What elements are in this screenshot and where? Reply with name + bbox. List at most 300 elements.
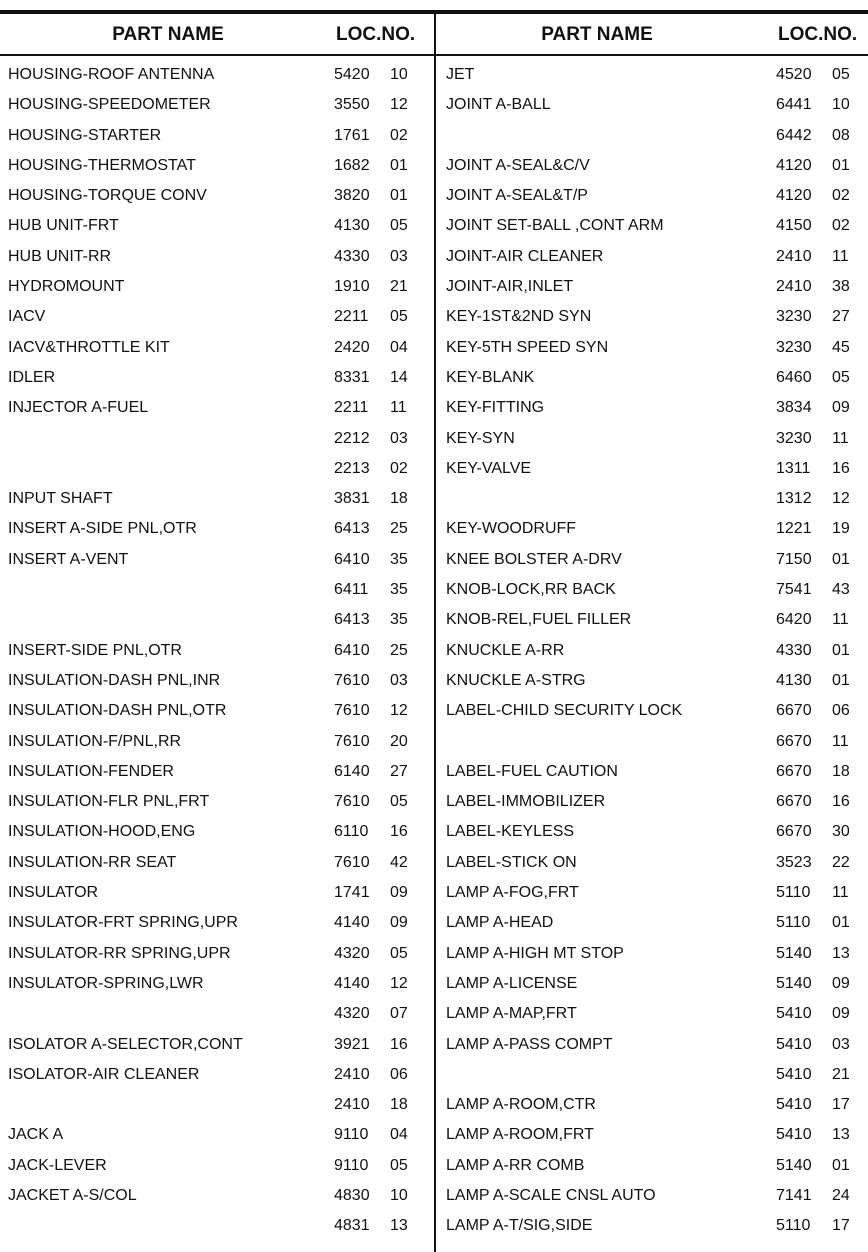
loc-code: 3921 bbox=[334, 1035, 370, 1053]
loc-number: 01 bbox=[832, 550, 850, 568]
loc-number: 09 bbox=[390, 884, 408, 902]
loc-code: 3523 bbox=[776, 853, 812, 871]
part-name: INSULATOR bbox=[8, 884, 99, 902]
loc-code: 7610 bbox=[334, 732, 370, 750]
part-row bbox=[446, 126, 862, 156]
part-name: INSERT A-SIDE PNL,OTR bbox=[8, 520, 197, 538]
loc-code: 7541 bbox=[776, 581, 812, 599]
loc-code: 2410 bbox=[776, 278, 812, 296]
right-column-header bbox=[446, 24, 862, 54]
part-name: HOUSING-ROOF ANTENNA bbox=[8, 66, 215, 83]
part-row bbox=[8, 671, 428, 701]
part-row bbox=[8, 338, 428, 368]
part-row bbox=[8, 156, 428, 186]
part-name: INPUT SHAFT bbox=[8, 490, 113, 508]
part-row bbox=[446, 610, 862, 640]
part-row bbox=[8, 944, 428, 974]
part-name: LABEL-FUEL CAUTION bbox=[446, 762, 618, 780]
part-row bbox=[446, 1035, 862, 1065]
loc-number: 13 bbox=[832, 1126, 850, 1144]
part-name: INSULATION-FENDER bbox=[8, 762, 174, 780]
part-row bbox=[8, 1156, 428, 1186]
part-row bbox=[8, 822, 428, 852]
part-row bbox=[8, 732, 428, 762]
part-name: JET bbox=[446, 66, 475, 83]
loc-number: 01 bbox=[832, 671, 850, 689]
part-row bbox=[8, 1065, 428, 1095]
loc-number: 21 bbox=[390, 278, 408, 296]
loc-code: 7150 bbox=[776, 550, 812, 568]
loc-code: 2410 bbox=[334, 1065, 370, 1083]
center-divider bbox=[434, 12, 436, 1252]
loc-code: 2212 bbox=[334, 429, 370, 447]
loc-code: 3230 bbox=[776, 308, 812, 326]
left-column-header bbox=[8, 24, 428, 54]
loc-code: 4330 bbox=[334, 247, 370, 265]
part-name: INSULATION-DASH PNL,INR bbox=[8, 671, 221, 689]
part-row bbox=[8, 65, 428, 95]
loc-number: 11 bbox=[390, 399, 407, 417]
part-name: LAMP A-HEAD bbox=[446, 914, 554, 932]
part-row bbox=[446, 1125, 862, 1155]
loc-number: 12 bbox=[390, 96, 408, 114]
part-name: HOUSING-STARTER bbox=[8, 126, 162, 144]
loc-code: 4140 bbox=[334, 974, 370, 992]
loc-number: 25 bbox=[390, 641, 408, 659]
part-name: INJECTOR A-FUEL bbox=[8, 399, 149, 417]
loc-code: 2420 bbox=[334, 338, 370, 356]
loc-number: 05 bbox=[832, 66, 850, 83]
part-name: IACV bbox=[8, 308, 46, 326]
part-row bbox=[446, 338, 862, 368]
loc-number: 05 bbox=[390, 1156, 408, 1174]
part-row bbox=[446, 489, 862, 519]
part-name: IDLER bbox=[8, 368, 56, 386]
part-row bbox=[8, 550, 428, 580]
part-row bbox=[8, 883, 428, 913]
loc-no-header: LOC.NO. bbox=[336, 24, 416, 45]
loc-code: 6411 bbox=[334, 581, 369, 599]
loc-number: 17 bbox=[832, 1217, 850, 1235]
right-parts-list bbox=[446, 65, 862, 1247]
loc-number: 08 bbox=[832, 126, 850, 144]
part-name: INSULATOR-RR SPRING,UPR bbox=[8, 944, 231, 962]
loc-code: 7610 bbox=[334, 671, 370, 689]
part-name: INSULATOR-FRT SPRING,UPR bbox=[8, 914, 238, 932]
loc-code: 1682 bbox=[334, 156, 370, 174]
loc-number: 11 bbox=[832, 732, 849, 750]
loc-code: 4130 bbox=[334, 217, 370, 235]
part-name: HOUSING-SPEEDOMETER bbox=[8, 96, 211, 114]
part-row bbox=[8, 1186, 428, 1216]
part-name: INSULATION-HOOD,ENG bbox=[8, 823, 196, 841]
loc-number: 11 bbox=[832, 611, 849, 629]
part-name: KNEE BOLSTER A-DRV bbox=[446, 550, 622, 568]
loc-number: 17 bbox=[832, 1096, 850, 1114]
loc-code: 4120 bbox=[776, 156, 812, 174]
part-row bbox=[8, 974, 428, 1004]
loc-code: 6413 bbox=[334, 520, 370, 538]
part-row bbox=[446, 1216, 862, 1246]
loc-number: 02 bbox=[390, 459, 408, 477]
loc-code: 6110 bbox=[334, 823, 369, 841]
loc-code: 4130 bbox=[776, 671, 812, 689]
part-row bbox=[446, 156, 862, 186]
part-row bbox=[8, 580, 428, 610]
loc-number: 13 bbox=[390, 1217, 408, 1235]
part-name: KNOB-LOCK,RR BACK bbox=[446, 581, 616, 599]
part-row bbox=[8, 489, 428, 519]
part-name: KEY-SYN bbox=[446, 429, 515, 447]
part-name: KEY-WOODRUFF bbox=[446, 520, 577, 538]
part-row bbox=[446, 671, 862, 701]
loc-code: 6413 bbox=[334, 611, 370, 629]
loc-code: 4320 bbox=[334, 1005, 370, 1023]
loc-number: 02 bbox=[390, 126, 408, 144]
loc-number: 01 bbox=[832, 1156, 850, 1174]
part-row bbox=[8, 126, 428, 156]
part-row bbox=[8, 429, 428, 459]
part-name: KNOB-REL,FUEL FILLER bbox=[446, 611, 632, 629]
part-name: IACV&THROTTLE KIT bbox=[8, 338, 170, 356]
loc-code: 7610 bbox=[334, 853, 370, 871]
part-row bbox=[446, 701, 862, 731]
part-row bbox=[8, 95, 428, 125]
part-name: KEY-FITTING bbox=[446, 399, 545, 417]
part-row bbox=[8, 792, 428, 822]
loc-number: 02 bbox=[832, 187, 850, 205]
part-row bbox=[8, 1035, 428, 1065]
part-row bbox=[8, 247, 428, 277]
part-row bbox=[446, 398, 862, 428]
loc-number: 30 bbox=[832, 823, 850, 841]
part-name: KEY-BLANK bbox=[446, 368, 535, 386]
part-row bbox=[8, 277, 428, 307]
loc-code: 5410 bbox=[776, 1065, 812, 1083]
loc-code: 6670 bbox=[776, 823, 812, 841]
part-row bbox=[446, 580, 862, 610]
loc-number: 09 bbox=[390, 914, 408, 932]
part-row bbox=[8, 368, 428, 398]
loc-code: 7610 bbox=[334, 793, 370, 811]
part-row bbox=[446, 1186, 862, 1216]
loc-number: 03 bbox=[390, 247, 408, 265]
part-row bbox=[8, 519, 428, 549]
part-row bbox=[8, 1216, 428, 1246]
part-name: INSULATION-FLR PNL,FRT bbox=[8, 793, 210, 811]
part-row bbox=[446, 641, 862, 671]
loc-code: 5140 bbox=[776, 1156, 812, 1174]
part-row bbox=[8, 701, 428, 731]
loc-number: 09 bbox=[832, 1005, 850, 1023]
part-row bbox=[446, 974, 862, 1004]
loc-code: 6410 bbox=[334, 550, 370, 568]
loc-number: 04 bbox=[390, 1126, 408, 1144]
part-name: KEY-1ST&2ND SYN bbox=[446, 308, 592, 326]
part-name-header: PART NAME bbox=[112, 24, 224, 45]
loc-number: 11 bbox=[832, 247, 849, 265]
loc-code: 3831 bbox=[334, 490, 370, 508]
loc-code: 6442 bbox=[776, 126, 812, 144]
part-name: INSERT-SIDE PNL,OTR bbox=[8, 641, 182, 659]
loc-number: 25 bbox=[390, 520, 408, 538]
loc-code: 4150 bbox=[776, 217, 812, 235]
part-name: KEY-5TH SPEED SYN bbox=[446, 338, 609, 356]
loc-number: 12 bbox=[390, 974, 408, 992]
loc-code: 5110 bbox=[776, 1217, 811, 1235]
part-row bbox=[446, 247, 862, 277]
part-name: JACK A bbox=[8, 1126, 64, 1144]
part-row bbox=[446, 65, 862, 95]
part-row bbox=[8, 186, 428, 216]
part-row bbox=[446, 732, 862, 762]
part-row bbox=[446, 883, 862, 913]
part-name: INSULATION-RR SEAT bbox=[8, 853, 177, 871]
part-name: HUB UNIT-RR bbox=[8, 247, 112, 265]
part-row bbox=[8, 641, 428, 671]
loc-code: 5110 bbox=[776, 914, 811, 932]
loc-number: 18 bbox=[390, 1096, 408, 1114]
part-name-header: PART NAME bbox=[541, 24, 653, 45]
loc-number: 35 bbox=[390, 581, 408, 599]
loc-number: 42 bbox=[390, 853, 408, 871]
part-row bbox=[446, 216, 862, 246]
loc-number: 16 bbox=[390, 1035, 408, 1053]
loc-number: 10 bbox=[390, 1186, 408, 1204]
loc-code: 6420 bbox=[776, 611, 812, 629]
loc-code: 9110 bbox=[334, 1126, 369, 1144]
loc-number: 06 bbox=[832, 702, 850, 720]
loc-number: 01 bbox=[832, 914, 850, 932]
part-row bbox=[8, 1004, 428, 1034]
part-name: HUB UNIT-FRT bbox=[8, 217, 119, 235]
loc-number: 07 bbox=[390, 1005, 408, 1023]
loc-number: 11 bbox=[832, 884, 849, 902]
loc-number: 10 bbox=[832, 96, 850, 114]
part-row bbox=[8, 307, 428, 337]
loc-number: 19 bbox=[832, 520, 850, 538]
part-row bbox=[8, 762, 428, 792]
loc-code: 6670 bbox=[776, 732, 812, 750]
loc-code: 1221 bbox=[776, 520, 812, 538]
part-row bbox=[446, 1004, 862, 1034]
loc-code: 6460 bbox=[776, 368, 812, 386]
loc-number: 16 bbox=[832, 459, 850, 477]
loc-code: 3230 bbox=[776, 338, 812, 356]
part-name: ISOLATOR-AIR CLEANER bbox=[8, 1065, 200, 1083]
part-name: LAMP A-T/SIG,SIDE bbox=[446, 1217, 593, 1235]
loc-code: 5420 bbox=[334, 66, 370, 83]
loc-number: 16 bbox=[390, 823, 408, 841]
loc-number: 35 bbox=[390, 611, 408, 629]
part-name: JOINT A-BALL bbox=[446, 96, 551, 114]
loc-number: 03 bbox=[390, 671, 408, 689]
loc-code: 2410 bbox=[776, 247, 812, 265]
part-name: LAMP A-HIGH MT STOP bbox=[446, 944, 624, 962]
loc-number: 05 bbox=[390, 793, 408, 811]
loc-code: 2211 bbox=[334, 308, 369, 326]
loc-number: 16 bbox=[832, 793, 850, 811]
part-row bbox=[446, 95, 862, 125]
part-name: LABEL-IMMOBILIZER bbox=[446, 793, 606, 811]
loc-code: 2410 bbox=[334, 1096, 370, 1114]
loc-code: 4831 bbox=[334, 1217, 370, 1235]
part-name: JOINT A-SEAL&T/P bbox=[446, 187, 588, 205]
part-row bbox=[446, 368, 862, 398]
loc-code: 1761 bbox=[334, 126, 370, 144]
loc-number: 45 bbox=[832, 338, 850, 356]
part-row bbox=[446, 822, 862, 852]
part-name: LAMP A-RR COMB bbox=[446, 1156, 585, 1174]
part-name: JOINT-AIR,INLET bbox=[446, 278, 574, 296]
part-name: INSULATOR-SPRING,LWR bbox=[8, 974, 204, 992]
part-name: KNUCKLE A-RR bbox=[446, 641, 565, 659]
part-name: LAMP A-ROOM,FRT bbox=[446, 1126, 594, 1144]
part-name: LAMP A-FOG,FRT bbox=[446, 884, 579, 902]
loc-code: 5410 bbox=[776, 1005, 812, 1023]
part-row bbox=[446, 1065, 862, 1095]
part-row bbox=[446, 1156, 862, 1186]
part-name: INSULATION-F/PNL,RR bbox=[8, 732, 182, 750]
loc-number: 01 bbox=[832, 641, 850, 659]
loc-code: 3834 bbox=[776, 399, 812, 417]
part-name: LABEL-CHILD SECURITY LOCK bbox=[446, 702, 683, 720]
part-row bbox=[8, 913, 428, 943]
loc-number: 18 bbox=[390, 490, 408, 508]
part-name: ISOLATOR A-SELECTOR,CONT bbox=[8, 1035, 243, 1053]
loc-number: 20 bbox=[390, 732, 408, 750]
part-row bbox=[446, 792, 862, 822]
part-name: LAMP A-SCALE CNSL AUTO bbox=[446, 1186, 656, 1204]
part-name: KEY-VALVE bbox=[446, 459, 532, 477]
loc-number: 12 bbox=[832, 490, 850, 508]
loc-number: 09 bbox=[832, 974, 850, 992]
loc-number: 10 bbox=[390, 66, 408, 83]
loc-number: 43 bbox=[832, 581, 850, 599]
loc-number: 04 bbox=[390, 338, 408, 356]
loc-code: 6441 bbox=[776, 96, 812, 114]
part-name: LAMP A-LICENSE bbox=[446, 974, 578, 992]
part-row bbox=[446, 913, 862, 943]
part-row bbox=[8, 216, 428, 246]
loc-number: 35 bbox=[390, 550, 408, 568]
loc-code: 2213 bbox=[334, 459, 370, 477]
part-row bbox=[446, 550, 862, 580]
loc-number: 12 bbox=[390, 702, 408, 720]
part-row bbox=[8, 459, 428, 489]
loc-number: 22 bbox=[832, 853, 850, 871]
loc-code: 6670 bbox=[776, 793, 812, 811]
part-row bbox=[446, 853, 862, 883]
part-row bbox=[446, 429, 862, 459]
loc-code: 1311 bbox=[776, 459, 811, 477]
loc-code: 4830 bbox=[334, 1186, 370, 1204]
loc-code: 9110 bbox=[334, 1156, 369, 1174]
loc-code: 5110 bbox=[776, 884, 811, 902]
loc-code: 1741 bbox=[334, 884, 370, 902]
part-name: LABEL-KEYLESS bbox=[446, 823, 575, 841]
loc-code: 3550 bbox=[334, 96, 370, 114]
part-row bbox=[8, 853, 428, 883]
loc-code: 4520 bbox=[776, 66, 812, 83]
loc-code: 7141 bbox=[776, 1186, 812, 1204]
loc-number: 13 bbox=[832, 944, 850, 962]
loc-number: 09 bbox=[832, 399, 850, 417]
loc-code: 6410 bbox=[334, 641, 370, 659]
part-name: HYDROMOUNT bbox=[8, 278, 125, 296]
part-name: JOINT A-SEAL&C/V bbox=[446, 156, 590, 174]
part-row bbox=[8, 1125, 428, 1155]
loc-code: 6670 bbox=[776, 702, 812, 720]
loc-number: 21 bbox=[832, 1065, 850, 1083]
loc-number: 05 bbox=[390, 217, 408, 235]
loc-code: 5140 bbox=[776, 944, 812, 962]
loc-code: 4330 bbox=[776, 641, 812, 659]
loc-code: 7610 bbox=[334, 702, 370, 720]
loc-number: 02 bbox=[832, 217, 850, 235]
part-row bbox=[446, 519, 862, 549]
loc-number: 38 bbox=[832, 278, 850, 296]
part-row bbox=[446, 1095, 862, 1125]
loc-number: 11 bbox=[832, 429, 849, 447]
part-row bbox=[446, 186, 862, 216]
loc-number: 06 bbox=[390, 1065, 408, 1083]
loc-number: 03 bbox=[832, 1035, 850, 1053]
loc-code: 5410 bbox=[776, 1035, 812, 1053]
loc-code: 4140 bbox=[334, 914, 370, 932]
loc-number: 27 bbox=[832, 308, 850, 326]
loc-code: 5410 bbox=[776, 1096, 812, 1114]
loc-code: 1312 bbox=[776, 490, 812, 508]
loc-code: 3820 bbox=[334, 187, 370, 205]
loc-number: 05 bbox=[832, 368, 850, 386]
part-row bbox=[446, 762, 862, 792]
part-name: JACK-LEVER bbox=[8, 1156, 107, 1174]
part-name: INSULATION-DASH PNL,OTR bbox=[8, 702, 227, 720]
part-name: LAMP A-PASS COMPT bbox=[446, 1035, 613, 1053]
loc-number: 05 bbox=[390, 308, 408, 326]
part-row bbox=[8, 398, 428, 428]
loc-code: 1910 bbox=[334, 278, 370, 296]
part-name: HOUSING-TORQUE CONV bbox=[8, 187, 207, 205]
loc-code: 4120 bbox=[776, 187, 812, 205]
part-name: LAMP A-ROOM,CTR bbox=[446, 1096, 596, 1114]
loc-number: 03 bbox=[390, 429, 408, 447]
loc-code: 6140 bbox=[334, 762, 370, 780]
part-name: HOUSING-THERMOSTAT bbox=[8, 156, 196, 174]
part-row bbox=[446, 277, 862, 307]
part-row bbox=[446, 944, 862, 974]
loc-number: 01 bbox=[390, 156, 408, 174]
loc-number: 24 bbox=[832, 1186, 850, 1204]
loc-number: 27 bbox=[390, 762, 408, 780]
loc-code: 2211 bbox=[334, 399, 369, 417]
loc-number: 05 bbox=[390, 944, 408, 962]
part-name: LAMP A-MAP,FRT bbox=[446, 1005, 577, 1023]
part-row bbox=[446, 307, 862, 337]
part-row bbox=[446, 459, 862, 489]
loc-number: 18 bbox=[832, 762, 850, 780]
loc-code: 5140 bbox=[776, 974, 812, 992]
loc-code: 6670 bbox=[776, 762, 812, 780]
loc-code: 8331 bbox=[334, 368, 370, 386]
loc-number: 01 bbox=[390, 187, 408, 205]
loc-code: 5410 bbox=[776, 1126, 812, 1144]
part-row bbox=[8, 1095, 428, 1125]
part-name: JOINT SET-BALL ,CONT ARM bbox=[446, 217, 664, 235]
part-name: LABEL-STICK ON bbox=[446, 853, 577, 871]
loc-code: 4320 bbox=[334, 944, 370, 962]
